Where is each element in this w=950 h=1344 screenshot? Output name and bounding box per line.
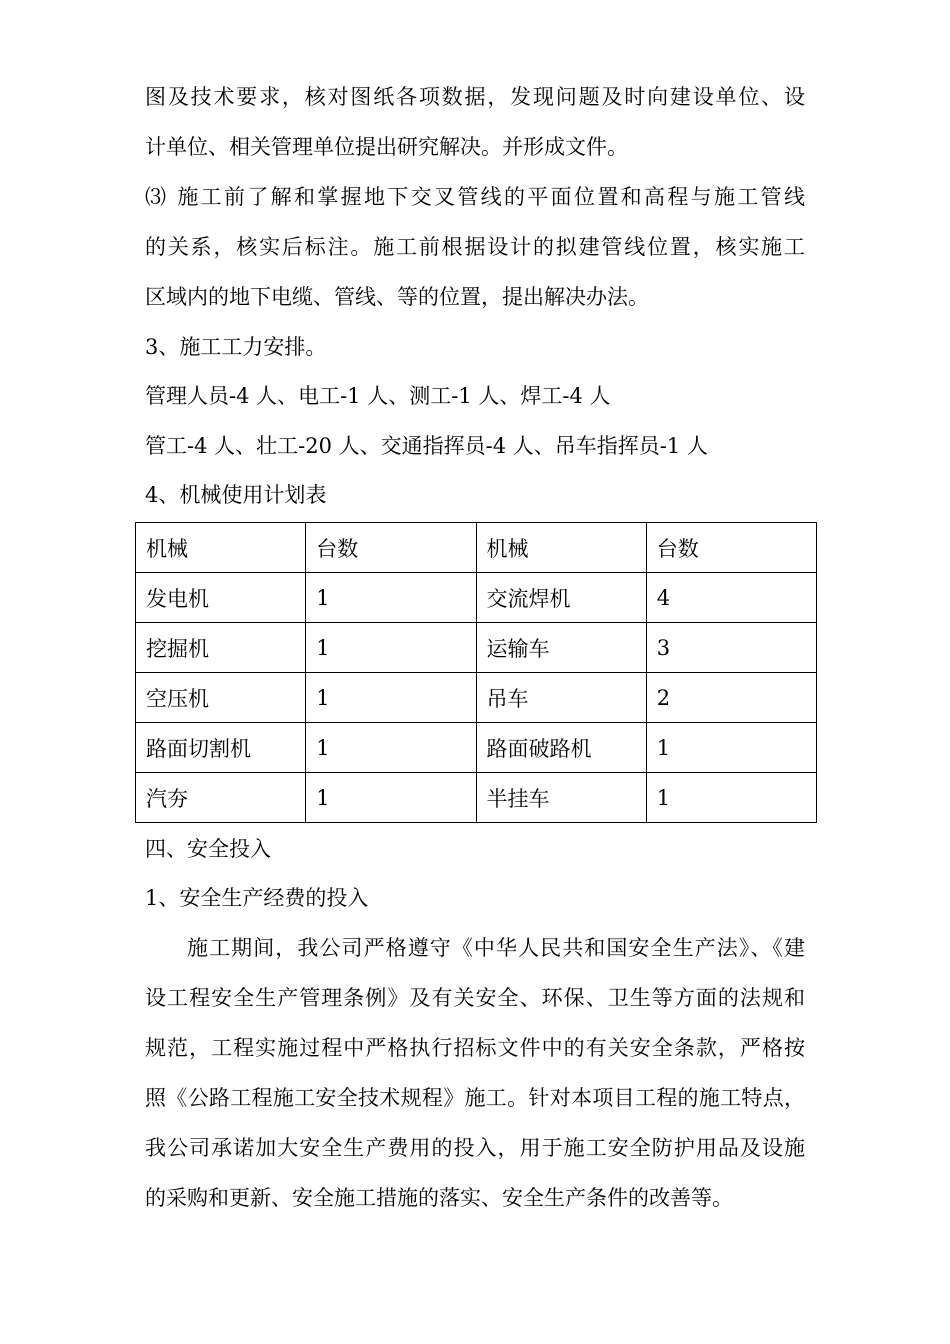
staffing-line: 管理人员-4 人、电工-1 人、测工-1 人、焊工-4 人: [145, 384, 611, 408]
table-cell: 1: [646, 773, 816, 823]
table-cell: 吊车: [476, 673, 646, 723]
table-cell: 交流焊机: [476, 573, 646, 623]
table-cell: 发电机: [136, 573, 306, 623]
table-cell: 3: [646, 623, 816, 673]
table-row: [136, 673, 817, 723]
table-cell: 4: [646, 573, 816, 623]
table-cell: 半挂车: [476, 773, 646, 823]
paragraph-line: 的关系，核实后标注。施工前根据设计的拟建管线位置，核实施工: [145, 235, 805, 259]
section-heading: 4、机械使用计划表: [145, 483, 327, 507]
table-header-cell: 机械: [136, 523, 306, 573]
paragraph-line: 设工程安全生产管理条例》及有关安全、环保、卫生等方面的法规和: [145, 986, 805, 1010]
paragraph-line: 规范，工程实施过程中严格执行招标文件中的有关安全条款，严格按: [145, 1036, 805, 1060]
table-row: [136, 723, 817, 773]
paragraph-line: 区域内的地下电缆、管线、等的位置，提出解决办法。: [145, 285, 649, 309]
section-heading: 3、施工工力安排。: [145, 335, 327, 359]
table-cell: 汽夯: [136, 773, 306, 823]
table-header-row: [136, 523, 817, 573]
table-header-cell: 台数: [306, 523, 476, 573]
table-cell: 挖掘机: [136, 623, 306, 673]
table-cell: 运输车: [476, 623, 646, 673]
chapter-heading: 四、安全投入: [145, 837, 271, 861]
table-cell: 路面切割机: [136, 723, 306, 773]
paragraph-line: 计单位、相关管理单位提出研究解决。并形成文件。: [145, 135, 628, 159]
subsection-heading: 1、安全生产经费的投入: [145, 886, 369, 910]
table-cell: 1: [306, 673, 476, 723]
table-cell: 1: [306, 723, 476, 773]
table-row: [136, 623, 817, 673]
table-cell: 1: [306, 773, 476, 823]
paragraph-line: ⑶ 施工前了解和掌握地下交叉管线的平面位置和高程与施工管线: [145, 185, 805, 209]
table-cell: 2: [646, 673, 816, 723]
table-cell: 路面破路机: [476, 723, 646, 773]
table-row: [136, 573, 817, 623]
table-cell: 1: [306, 623, 476, 673]
table-cell: 空压机: [136, 673, 306, 723]
table-header-cell: 台数: [646, 523, 816, 573]
machinery-table: [135, 522, 817, 823]
table-header-cell: 机械: [476, 523, 646, 573]
table-row: [136, 773, 817, 823]
table-cell: 1: [306, 573, 476, 623]
paragraph-line: 我公司承诺加大安全生产费用的投入，用于施工安全防护用品及设施: [145, 1136, 805, 1160]
paragraph-line: 施工期间，我公司严格遵守《中华人民共和国安全生产法》、《建: [187, 936, 805, 960]
paragraph-line: 照《公路工程施工安全技术规程》施工。针对本项目工程的施工特点，: [145, 1086, 805, 1110]
staffing-line: 管工-4 人、壮工-20 人、交通指挥员-4 人、吊车指挥员-1 人: [145, 434, 708, 458]
paragraph-line: 图及技术要求，核对图纸各项数据，发现问题及时向建设单位、设: [145, 85, 805, 109]
paragraph-line: 的采购和更新、安全施工措施的落实、安全生产条件的改善等。: [145, 1186, 733, 1210]
table-cell: 1: [646, 723, 816, 773]
